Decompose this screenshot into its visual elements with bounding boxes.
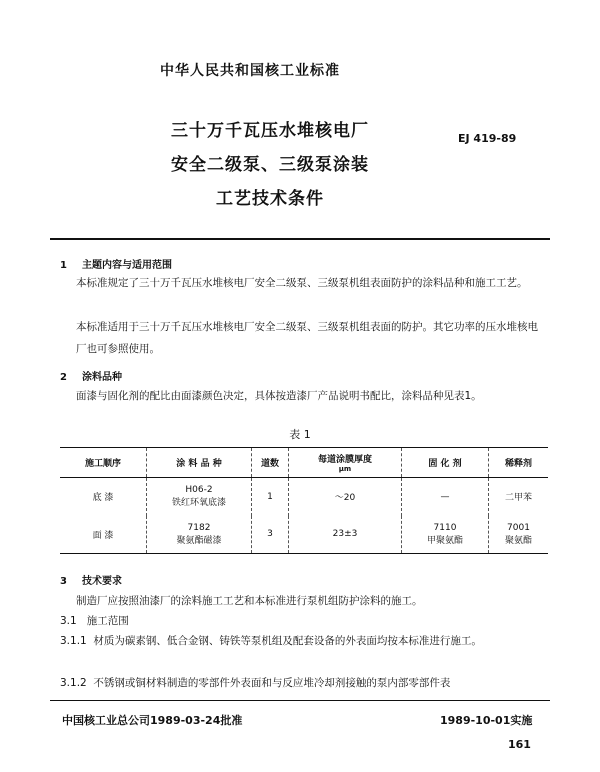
clause-3-1 — [60, 610, 546, 632]
thinner-name: 聚氨酯 — [504, 535, 532, 546]
clause-number: 3.1 — [60, 615, 77, 627]
table-cell-coats: 3 — [252, 516, 289, 554]
thinner-code: 7001 — [507, 522, 530, 533]
thickness-header-label: 每道涂膜厚度 — [317, 455, 372, 465]
section-2-paragraph-1: 面漆与固化剂的配比由面漆颜色决定，具体按造漆厂产品说明书配比，涂料品种见表1。 — [76, 390, 482, 402]
table-header: 施工顺序 — [84, 459, 121, 469]
table-cell-coats: 1 — [252, 478, 289, 516]
section-number: 3 — [60, 576, 67, 587]
section-1-heading — [60, 256, 172, 271]
clause-text: 材质为碳素钢、低合金钢、铸铁等泵机组及配套设备的外表面均按本标准进行施工。 — [93, 635, 482, 647]
paint-name: 聚氨酯磁漆 — [176, 535, 222, 546]
clause-text: 不锈钢或铜材料制造的零部件外表面和与反应堆冷却剂接触的泵内部零部件表 — [93, 677, 451, 689]
header-divider — [50, 238, 550, 240]
table-cell-curing — [402, 516, 489, 554]
paint-code: H06-2 — [185, 485, 213, 496]
document-title-line-1: 三十万千瓦压水堆核电厂 — [171, 121, 369, 141]
thickness-unit: μm — [338, 465, 352, 473]
paint-code: 7182 — [187, 522, 211, 533]
page-number: 161 — [508, 738, 531, 751]
approval-line: 中国核工业总公司1989-03-24批准 — [62, 714, 243, 727]
table-cell-thinner — [489, 516, 549, 554]
clause-3-1-2 — [60, 672, 546, 694]
implementation-date: 1989-10-01实施 — [440, 714, 533, 727]
table-header — [289, 448, 402, 478]
table-header-row — [60, 448, 548, 478]
table-row — [60, 478, 548, 516]
footer-divider — [50, 700, 550, 701]
document-title-line-2: 安全二级泵、三级泵涂装 — [171, 155, 369, 175]
section-title: 主题内容与适用范围 — [82, 260, 172, 271]
table-cell-paint — [147, 516, 252, 554]
section-1-paragraph-2: 本标准适用于三十万千瓦压水堆核电厂安全二级泵、三级泵机组表面的防护。其它功率的压水堆核电厂也可参照使用。 — [76, 321, 538, 355]
table-header: 道数 — [252, 448, 289, 478]
section-number: 2 — [60, 372, 67, 383]
clause-3-1-1 — [60, 630, 546, 652]
clause-number: 3.1.1 — [60, 635, 87, 647]
section-title: 涂料品种 — [82, 372, 122, 383]
section-1-paragraph-1: 本标准规定了三十万千瓦压水堆核电厂安全二级泵、三级泵机组表面防护的涂料品种和施工工艺。 — [76, 277, 528, 289]
document-title-line-3: 工艺技术条件 — [216, 189, 324, 209]
table-header: 涂 料 品 种 — [147, 448, 252, 478]
section-2-heading — [60, 368, 122, 383]
curing-name: 甲聚氨酯 — [426, 535, 463, 546]
table-cell-order: 底 漆 — [92, 493, 114, 504]
standard-name: 中华人民共和国核工业标准 — [160, 63, 340, 79]
standard-code: EJ 419-89 — [458, 132, 517, 145]
clause-number: 3.1.2 — [60, 677, 87, 689]
paint-name: 铁红环氧底漆 — [171, 498, 226, 509]
table-cell-thickness: ～20 — [289, 478, 402, 516]
table-caption: 表 1 — [289, 428, 311, 441]
curing-code: 7110 — [433, 522, 457, 533]
table-row — [60, 516, 548, 554]
coating-table — [60, 447, 548, 554]
table-cell-thickness: 23±3 — [289, 516, 402, 554]
section-3-paragraph-1: 制造厂应按照油漆厂的涂料施工工艺和本标准进行泵机组防护涂料的施工。 — [76, 595, 423, 607]
section-3-heading — [60, 572, 122, 587]
section-title: 技术要求 — [82, 576, 122, 587]
table-cell-curing: — — [402, 478, 489, 516]
table-cell-thinner: 二甲苯 — [489, 478, 549, 516]
table-header: 固 化 剂 — [402, 448, 489, 478]
table-cell-paint — [147, 478, 252, 516]
clause-text: 施工范围 — [86, 615, 129, 627]
table-header: 稀释剂 — [489, 448, 549, 478]
section-number: 1 — [60, 260, 67, 271]
table-cell-order: 面 漆 — [92, 530, 114, 541]
